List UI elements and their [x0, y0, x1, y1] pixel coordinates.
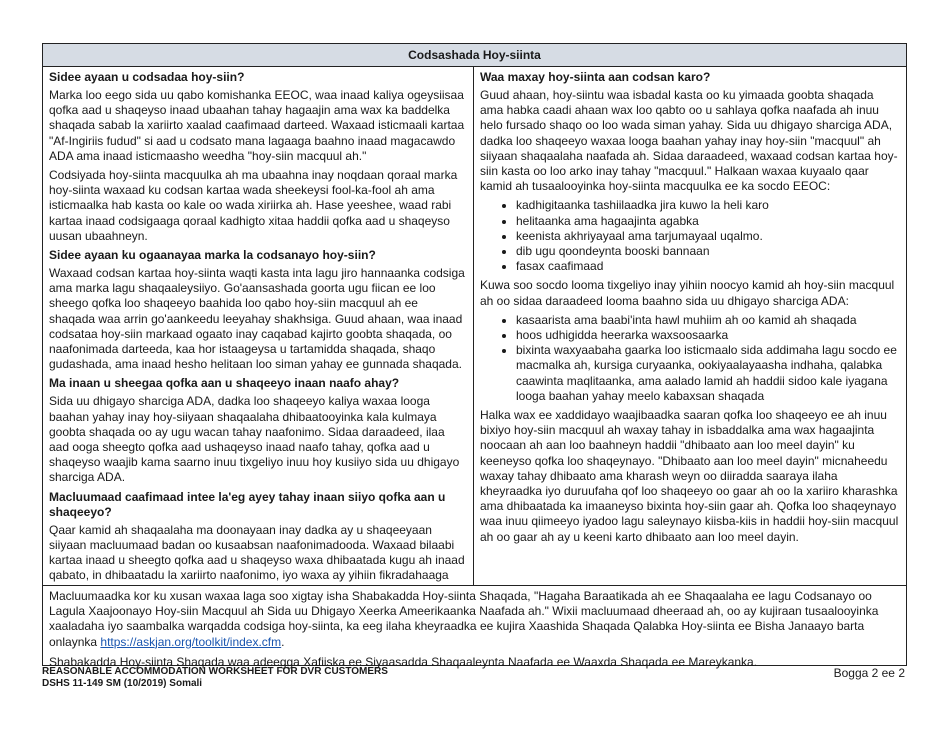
right-column [474, 67, 906, 585]
table-header: Codsashada Hoy-siinta [43, 44, 906, 67]
section-heading: Waa maxay hoy-siinta aan codsan karo? [480, 70, 711, 84]
list-item: • kasaarista ama baabi'inta hawl muhiim ah oo kamid ah shaqada [516, 313, 900, 328]
list-item: • dib ugu qoondeynta booski bannaan [516, 244, 900, 259]
section-heading: Sidee ayaan ku ogaanayaa marka la codsanayo hoy-siin? [49, 248, 376, 263]
link-suffix: . [281, 634, 285, 649]
list-item: • kadhigitaanka tashiilaadka jira kuwo la heli karo [516, 198, 900, 213]
worksheet-table [42, 43, 907, 669]
list-item: • helitaanka ama hagaajinta agabka [516, 214, 900, 229]
list-item: • hoos udhigidda heerarka waxsoosaarka [516, 328, 900, 343]
paragraph: Codsiyada hoy-siinta macquulka ah ma ubaahna inay noqdaan qoraal marka hoy-siinta waxaad ku codsan kartaa wada sheekeysi fool-ka-fool ah ama isticmaalka hab kasta oo kale oo wada xiriirka ah. Hase yeeshee, waad rabi kartaa inaad codsigaaga qoraal kadhigto xitaa haddii qofka aad u shaqeyso uusan ubaahneyn. [49, 168, 458, 243]
askjan-link[interactable]: https://askjan.org/toolkit/index.cfm [100, 634, 282, 649]
page-footer [42, 666, 907, 690]
page-number: Bogga 2 ee 2 [833, 666, 905, 680]
source-note [43, 586, 906, 670]
paragraph: Marka loo eego sida uu qabo komishanka EEOC, waa inaad kaliya ogeysiisaa qofka aad u shaqeyso inaad ubaahan tahay hagaajin ama wax ka baddelka shaqada sabab la xariirto xaalad caafimaad darteed. Waxaad isticmaali kartaa "Af-Ingiriis fudud" si aad u codsato mana lagaaga baahno inaad magacawdo ADA ama inaad isticmaasho weedha "hoy-siin macquul ah." [49, 88, 465, 163]
funding-paragraph: Shabakadda Hoy-siinta Shaqada waa adeegga Xafiiska ee Siyaasadda Shaqaaleynta Naafada ee Waaxda Shaqada ee Mareykanka. [49, 654, 758, 669]
content-columns [43, 67, 906, 586]
paragraph: Guud ahaan, hoy-siintu waa isbadal kasta oo ku yimaada goobta shaqada ama habka caadi ahaan wax loo qabto oo u sahlaya qofka naafada ah inuu helo fursado shaqo oo loo wada siman yahay. Sida uu dhigayo sharciga ADA, dadka loo shaqeeyo waxaa looga baahan yahay inay hoy-siin "macquul" ah siiyaan shaqaalaha naafada ah. Sidaa daraadeed, waxaad codsan kartaa hoy-siin kasta oo loo arko inay tahay "macquul." Halkaan waxaa kuyaalo qaar kamid ah tusaalooyinka hoy-siinta macquulka ee ka socdo EEOC: [480, 88, 898, 194]
source-paragraph [49, 589, 900, 650]
list-item: • bixinta waxyaabaha gaarka loo isticmaalo sida addimaha lagu socdo ee macmalka ah, kursiga curyaanka, ookiyaalayaasha indhaha, qalabka caawinta maqlitaanka, ama aalado lamid ah haddii sidoo kale iyagana looga baahan yahay meelo kabaxsan shaqada [516, 343, 900, 404]
section-heading: Sidee ayaan u codsadaa hoy-siin? [49, 70, 245, 84]
list-item: • keenista akhriyayaal ama tarjumayaal uqalmo. [516, 229, 900, 244]
paragraph: Waxaad codsan kartaa hoy-siinta waqti kasta inta lagu jiro hannaanka codsiga ama marka lagu shaqaaleysiiyo. Go'aansashada goorta ugu fiican ee loo sheego qofka loo shaqeeyo baahida loo qabo hoy-siin macquul ah ee shaqada waa arrin go'aankeedu leeyahay shakhsiga. Guud ahaan, waa inaad codsataa hoy-siin markaad ogaato inay caqabad kajirto goobta shaqada, oo naafonimada darteeda, kaa hor istaageysa u tartamidda shaqada, shaqo gudashada, ama inaad hesho helitaan loo siman yahay ee gunnada shaqada. [49, 266, 465, 372]
left-column [43, 67, 474, 585]
form-title: REASONABLE ACCOMMODATION WORKSHEET FOR DVR CUSTOMERS [42, 666, 388, 677]
section-heading: Macluumaad caafimaad intee la'eg ayey tahay inaan siiyo qofka aan u shaqeeyo? [49, 489, 446, 519]
paragraph: Sida uu dhigayo sharciga ADA, dadka loo shaqeeyo kaliya waxaa looga baahan yahay inay hoy-siiyaan shaqaalaha dhibaatooyinka kala kulmaya goobta shaqada oo ay ugu wacan tahay naafonimo. Sidaa daraadeed, ilaa aad ooga sheegto qofka aad ushaqeyso inaad naafo tahay, qofka aad u shaqeyso waajib kama saarno inuu tixgeliyo inuu hoy kusiiyo sida uu dhigayo sharciga ADA. [49, 394, 460, 485]
paragraph: Kuwa soo socdo looma tixgeliyo inay yihiin noocyo kamid ah hoy-siin macquul ah oo sidaa daraadeed looma baahno sida uu dhigayo sharciga ADA: [480, 278, 895, 308]
paragraph: Halka wax ee xaddidayo waajibaadka saaran qofka loo shaqeeyo ee ah inuu bixiyo hoy-siin macquul ah waxay tahay in isbaddalka ama wax hagaajinta noocaan ah aan loo baahneyn haddii "dhibaato aan loo meel dayin" ku keeneyso qofka loo shaqeynayo. "Dhibaato aan loo meel dayin" micnaheedu waxay tahay dhibaato ama kharash weyn oo diiradda saaraya ilaha kheyraadka iyo duruufaha qof loo shaqeeyo oo gaar ah oo la xariiro kharashka ama dhibaatada ka imaaneyso bixinta hoy-siin gaar ah. Qofka loo shaqeynayo waa inuu qiimeeyo iyadoo lagu saleynayo kiisba-kiis in haddii hoy-siin macquul ah oo gaar ah ay u keeni karto dhibaato aan loo meel dayin. [480, 408, 899, 544]
section-heading: Ma inaan u sheegaa qofka aan u shaqeeyo inaan naafo ahay? [49, 376, 400, 391]
paragraph: Qaar kamid ah shaqaalaha ma doonayaan inay dadka ay u shaqeeyaan siiyaan macluumaad badan oo kusaabsan naafonimadooda. Waxaad bilaabi kartaa inaad u sheegto qofka aad u shaqeyso waxa dhibaatada kugu ah inaad qabato, in dhibaatadu la xariirto naafonimo, iyo waxa ay yihiin fikradahaaga [49, 522, 465, 583]
list-item: • fasax caafimaad [516, 259, 900, 274]
form-number: DSHS 11-149 SM (10/2019) Somali [42, 678, 203, 689]
exclusions-list [480, 313, 900, 404]
source-text: Macluumaadka kor ku xusan waxaa laga soo xigtay isha Shabakadda Hoy-siinta Shaqada, "Hagaha Baraatikada ah ee Shaqaalaha ee lagu Codsanayo oo Lagula Xaajoonayo Hoy-siin Macquul ah Sida uu Dhigayo Xeerka Ameerikaanka Naafada ah." Wixii macluumaad dheeraad ah, oo ay kujiraan tusaalooyinka xaaladaha iyo saambalka warqadda codsiga hoy-siinta, ka eeg ilaha kheyraadka ee kujira Xaashida Shaqada Qalabka Hoy-siinta ee Bisha Janaayo barta onlaynka [49, 589, 879, 649]
examples-list [480, 198, 900, 274]
